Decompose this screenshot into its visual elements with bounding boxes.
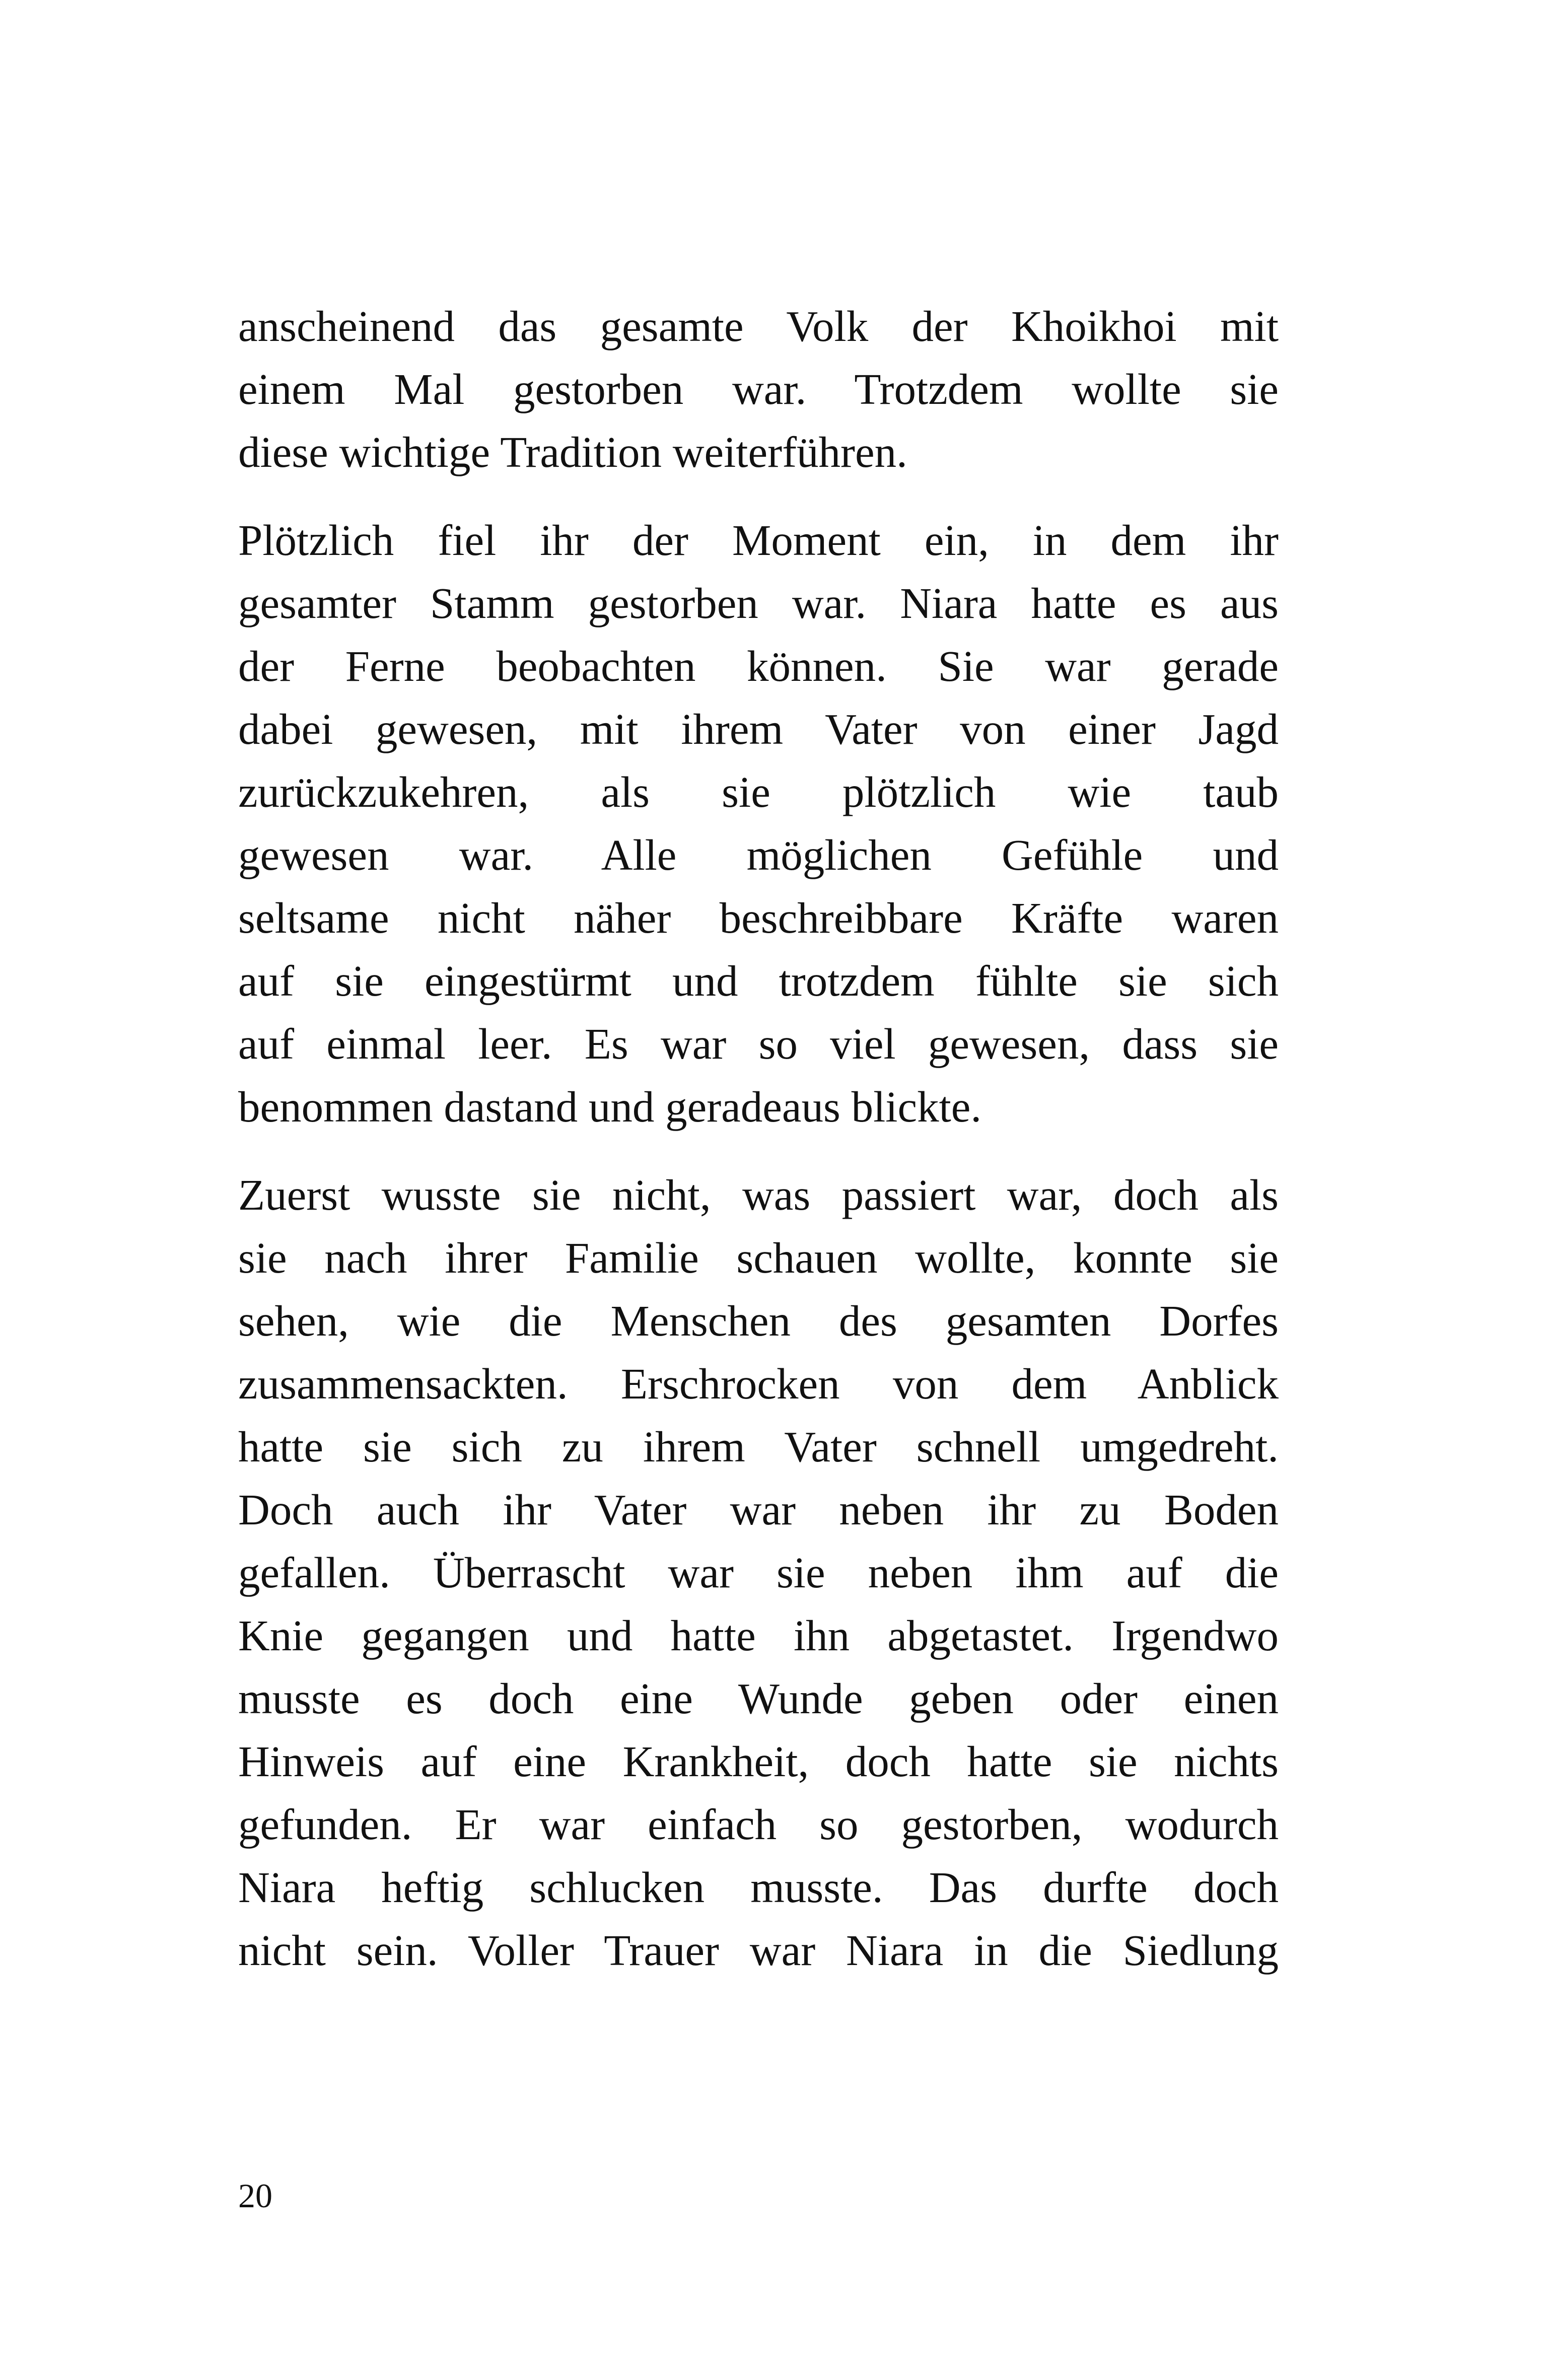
text-line: gewesen war. Alle möglichen Gefühle und <box>238 830 1279 879</box>
text-line: auf sie eingestürmt und trotzdem fühlte sie sich <box>238 956 1279 1005</box>
paragraph-3 <box>238 1163 1279 1982</box>
text-line: zusammensackten. Erschrocken von dem Anblick <box>238 1359 1279 1408</box>
text-line: hatte sie sich zu ihrem Vater schnell umgedreht. <box>238 1422 1279 1471</box>
text-line: anscheinend das gesamte Volk der Khoikhoi mit <box>238 302 1279 351</box>
text-line: Knie gegangen und hatte ihn abgetastet. Irgendwo <box>238 1611 1279 1660</box>
text-line: Zuerst wusste sie nicht, was passiert war, doch als <box>238 1170 1279 1219</box>
text-line: gefunden. Er war einfach so gestorben, wodurch <box>238 1800 1279 1849</box>
text-line: gesamter Stamm gestorben war. Niara hatte es aus <box>238 579 1279 627</box>
text-line: sehen, wie die Menschen des gesamten Dorfes <box>238 1296 1279 1345</box>
text-line: sie nach ihrer Familie schauen wollte, konnte sie <box>238 1233 1279 1282</box>
paragraph-spacer <box>238 1138 1279 1163</box>
text-line: der Ferne beobachten können. Sie war gerade <box>238 642 1279 690</box>
body-text <box>238 295 1279 1982</box>
text-line: auf einmal leer. Es war so viel gewesen, dass sie <box>238 1019 1279 1068</box>
paragraph-spacer <box>238 483 1279 509</box>
text-line: nicht sein. Voller Trauer war Niara in die Siedlung <box>238 1926 1279 1975</box>
text-line: seltsame nicht näher beschreibbare Kräfte waren <box>238 893 1279 942</box>
text-line: Niara heftig schlucken musste. Das durfte doch <box>238 1863 1279 1912</box>
text-line: Doch auch ihr Vater war neben ihr zu Boden <box>238 1485 1279 1534</box>
text-line: Plötzlich fiel ihr der Moment ein, in dem ihr <box>238 516 1279 565</box>
text-line: musste es doch eine Wunde geben oder einen <box>238 1674 1279 1723</box>
text-line: zurückzukehren, als sie plötzlich wie taub <box>238 767 1279 816</box>
paragraph-2 <box>238 509 1279 1138</box>
text-line: benommen dastand und geradeaus blickte. <box>238 1082 982 1131</box>
paragraph-1 <box>238 295 1279 483</box>
text-line: einem Mal gestorben war. Trotzdem wollte sie <box>238 365 1279 413</box>
text-line: dabei gewesen, mit ihrem Vater von einer Jagd <box>238 705 1279 753</box>
page-number: 20 <box>238 2177 272 2215</box>
text-line: Hinweis auf eine Krankheit, doch hatte sie nichts <box>238 1737 1279 1786</box>
text-line: gefallen. Überrascht war sie neben ihm auf die <box>238 1548 1279 1597</box>
text-line: diese wichtige Tradition weiterführen. <box>238 428 907 476</box>
